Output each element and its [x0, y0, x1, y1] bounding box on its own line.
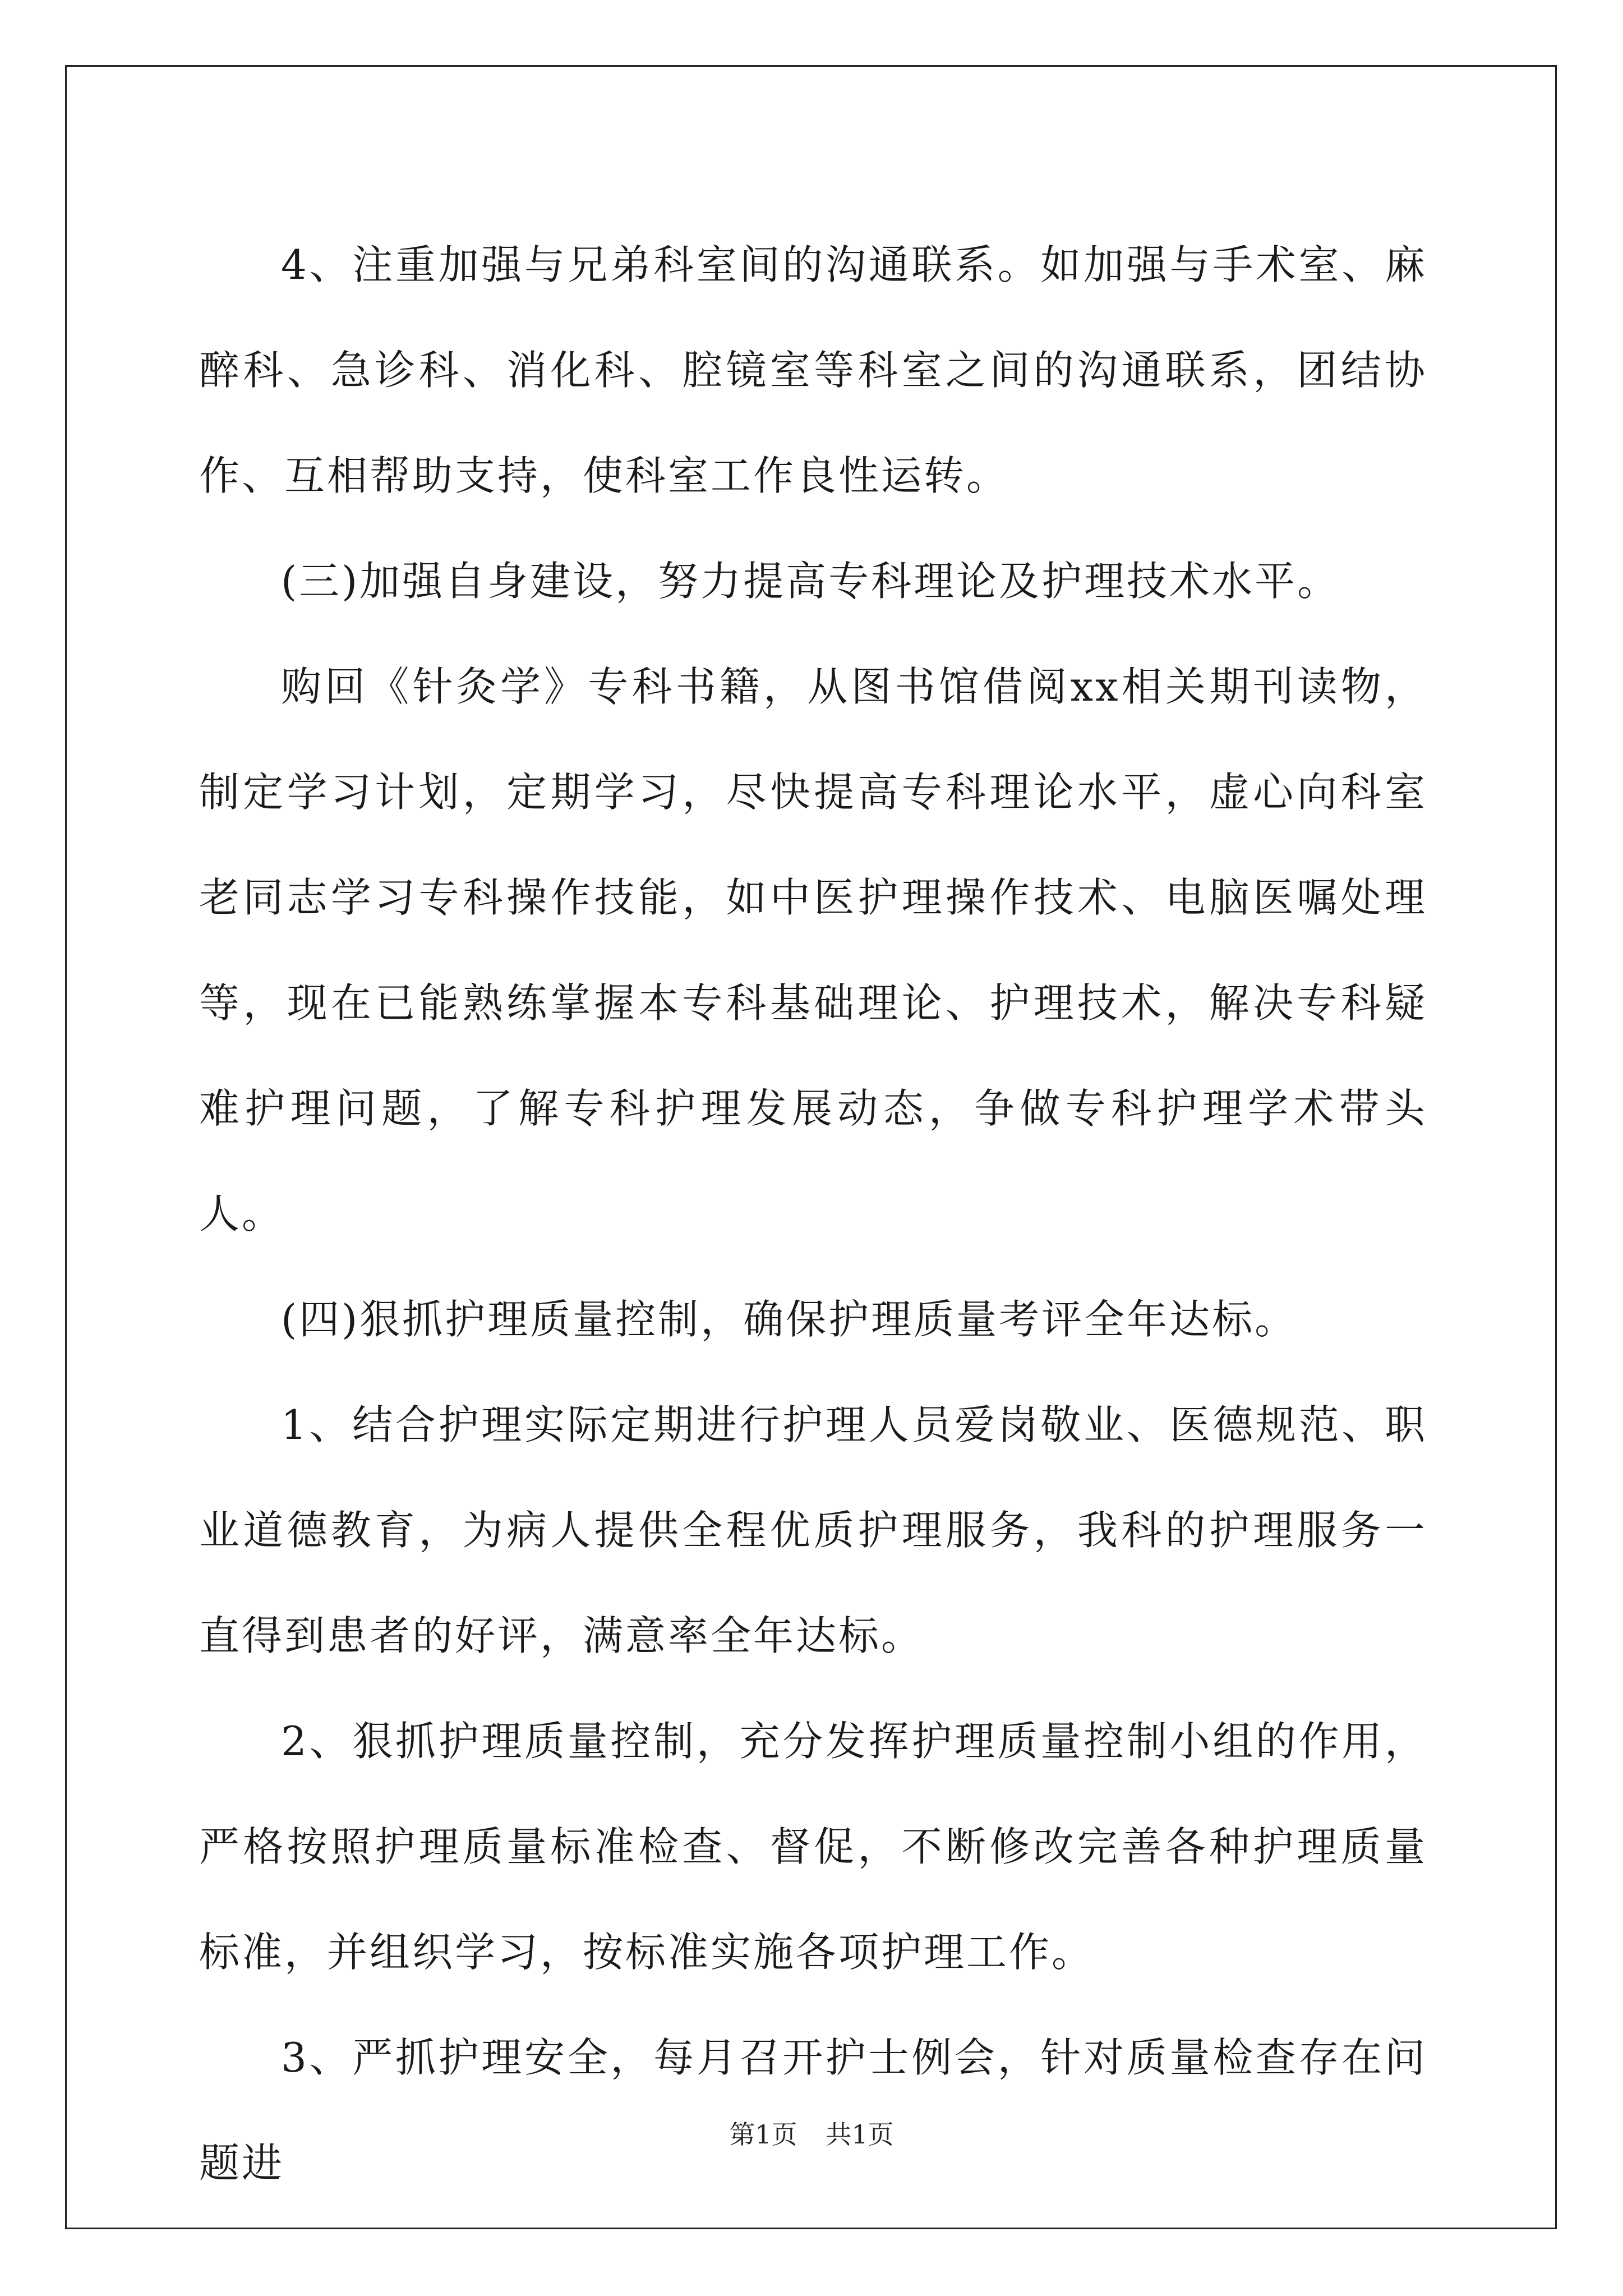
page-total: 共1页	[826, 2119, 894, 2150]
paragraph-item-3: 3、严抓护理安全，每月召开护士例会，针对质量检查存在问题进	[199, 2034, 1427, 2187]
page-number: 第1页	[729, 2119, 797, 2150]
paragraph-study-plan: 购回《针灸学》专科书籍，从图书馆借阅xx相关期刊读物，制定学习计划，定期学习，尽快提高专科理论水平，虚心向科室老同志学习专科操作技能，如中医护理操作技术、电脑医嘱处理等，现在已能熟练掌握本专科基础理论、护理技术，解决专科疑难护理问题，了解专科护理发展动态，争做专科护理学术带头人。	[199, 663, 1427, 1237]
document-body	[199, 212, 1427, 2216]
paragraph-item-1: 1、结合护理实际定期进行护理人员爱岗敬业、医德规范、职业道德教育，为病人提供全程优质护理服务，我科的护理服务一直得到患者的好评，满意率全年达标。	[199, 1401, 1427, 1659]
paragraph-item-4: 4、注重加强与兄弟科室间的沟通联系。如加强与手术室、麻醉科、急诊科、消化科、腔镜室等科室之间的沟通联系，团结协作、互相帮助支持，使科室工作良性运转。	[199, 241, 1427, 499]
page-footer	[0, 2118, 1623, 2151]
section-heading-4: (四)狠抓护理质量控制，确保护理质量考评全年达标。	[281, 1296, 1298, 1343]
paragraph-item-2: 2、狠抓护理质量控制，充分发挥护理质量控制小组的作用，严格按照护理质量标准检查、督促，不断修改完善各种护理质量标准，并组织学习，按标准实施各项护理工作。	[199, 1718, 1427, 1976]
section-heading-3: (三)加强自身建设，努力提高专科理论及护理技术水平。	[281, 558, 1340, 605]
